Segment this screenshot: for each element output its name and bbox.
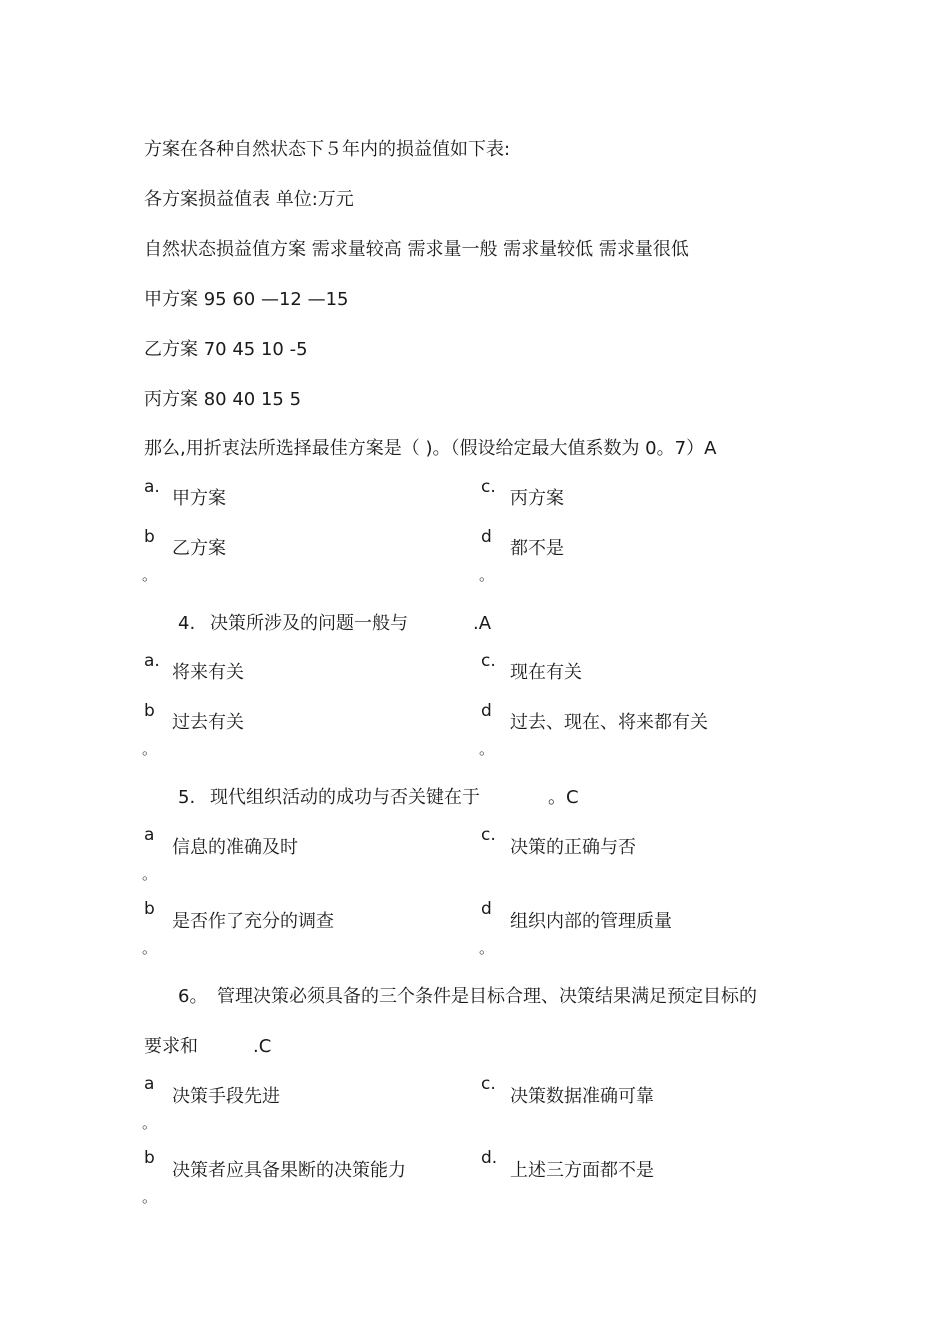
option-marker-c: c.: [481, 651, 496, 671]
option-a: 将来有关: [172, 662, 244, 683]
intro-line: 方案在各种自然状态下５年内的损益值如下表:: [144, 139, 511, 160]
question-5-answer: 。C: [548, 787, 579, 808]
question-4-answer: .A: [473, 613, 492, 634]
question-6-number: 6。: [178, 986, 208, 1007]
option-marker-b-dot: 。: [142, 566, 158, 584]
question-4-number: 4.: [178, 613, 196, 634]
option-c: 丙方案: [510, 488, 564, 509]
option-b: 决策者应具备果断的决策能力: [172, 1160, 406, 1181]
question-6-answer: .C: [253, 1036, 272, 1057]
option-marker-b-dot: 。: [142, 939, 158, 957]
option-d: 组织内部的管理质量: [510, 911, 672, 932]
option-marker-c: c.: [481, 477, 496, 497]
option-b: 乙方案: [172, 538, 226, 559]
option-marker-d-dot: 。: [479, 566, 495, 584]
table-row-b: 乙方案 70 45 10 -5: [144, 339, 308, 360]
option-marker-b: b: [144, 899, 155, 919]
option-marker-b: b: [144, 1148, 155, 1168]
question-5-number: 5.: [178, 787, 196, 808]
option-c: 现在有关: [510, 662, 582, 683]
option-d: 上述三方面都不是: [510, 1160, 654, 1181]
option-marker-a: a: [144, 1074, 155, 1094]
option-marker-d: d.: [481, 1148, 498, 1168]
option-marker-a: a.: [144, 651, 160, 671]
table-row-c: 丙方案 80 40 15 5: [144, 389, 302, 410]
option-a: 决策手段先进: [172, 1086, 280, 1107]
option-b: 是否作了充分的调查: [172, 911, 334, 932]
option-d: 过去、现在、将来都有关: [510, 712, 708, 733]
option-c: 决策的正确与否: [510, 837, 636, 858]
question-4-text: 决策所涉及的问题一般与: [210, 613, 408, 634]
option-b: 过去有关: [172, 712, 244, 733]
option-marker-d: d: [481, 701, 492, 721]
option-marker-b-dot: 。: [142, 740, 158, 758]
option-marker-a-dot: 。: [142, 1114, 158, 1132]
option-marker-b: b: [144, 527, 155, 547]
table-title: 各方案损益值表 单位:万元: [144, 189, 354, 210]
option-d: 都不是: [510, 538, 564, 559]
option-marker-b-dot: 。: [142, 1188, 158, 1206]
option-a: 信息的准确及时: [172, 837, 298, 858]
question-3: 那么,用折衷法所选择最佳方案是（ )。（假设给定最大值系数为 0。7）A: [144, 438, 717, 459]
option-marker-d: d: [481, 527, 492, 547]
option-marker-c: c.: [481, 825, 496, 845]
table-header: 自然状态损益值方案 需求量较高 需求量一般 需求量较低 需求量很低: [144, 239, 689, 260]
option-marker-d-dot: 。: [479, 740, 495, 758]
option-c: 决策数据准确可靠: [510, 1086, 654, 1107]
option-a: 甲方案: [172, 488, 226, 509]
table-row-a: 甲方案 95 60 —12 —15: [144, 289, 349, 310]
option-marker-d-dot: 。: [479, 939, 495, 957]
option-marker-d: d: [481, 899, 492, 919]
question-5-text: 现代组织活动的成功与否关键在于: [210, 787, 480, 808]
question-6-text: 管理决策必须具备的三个条件是目标合理、决策结果满足预定目标的: [217, 986, 757, 1007]
option-marker-b: b: [144, 701, 155, 721]
option-marker-c: c.: [481, 1074, 496, 1094]
question-6-text-cont: 要求和: [144, 1036, 198, 1057]
option-marker-a: a: [144, 825, 155, 845]
option-marker-a: a.: [144, 477, 160, 497]
option-marker-a-dot: 。: [142, 865, 158, 883]
